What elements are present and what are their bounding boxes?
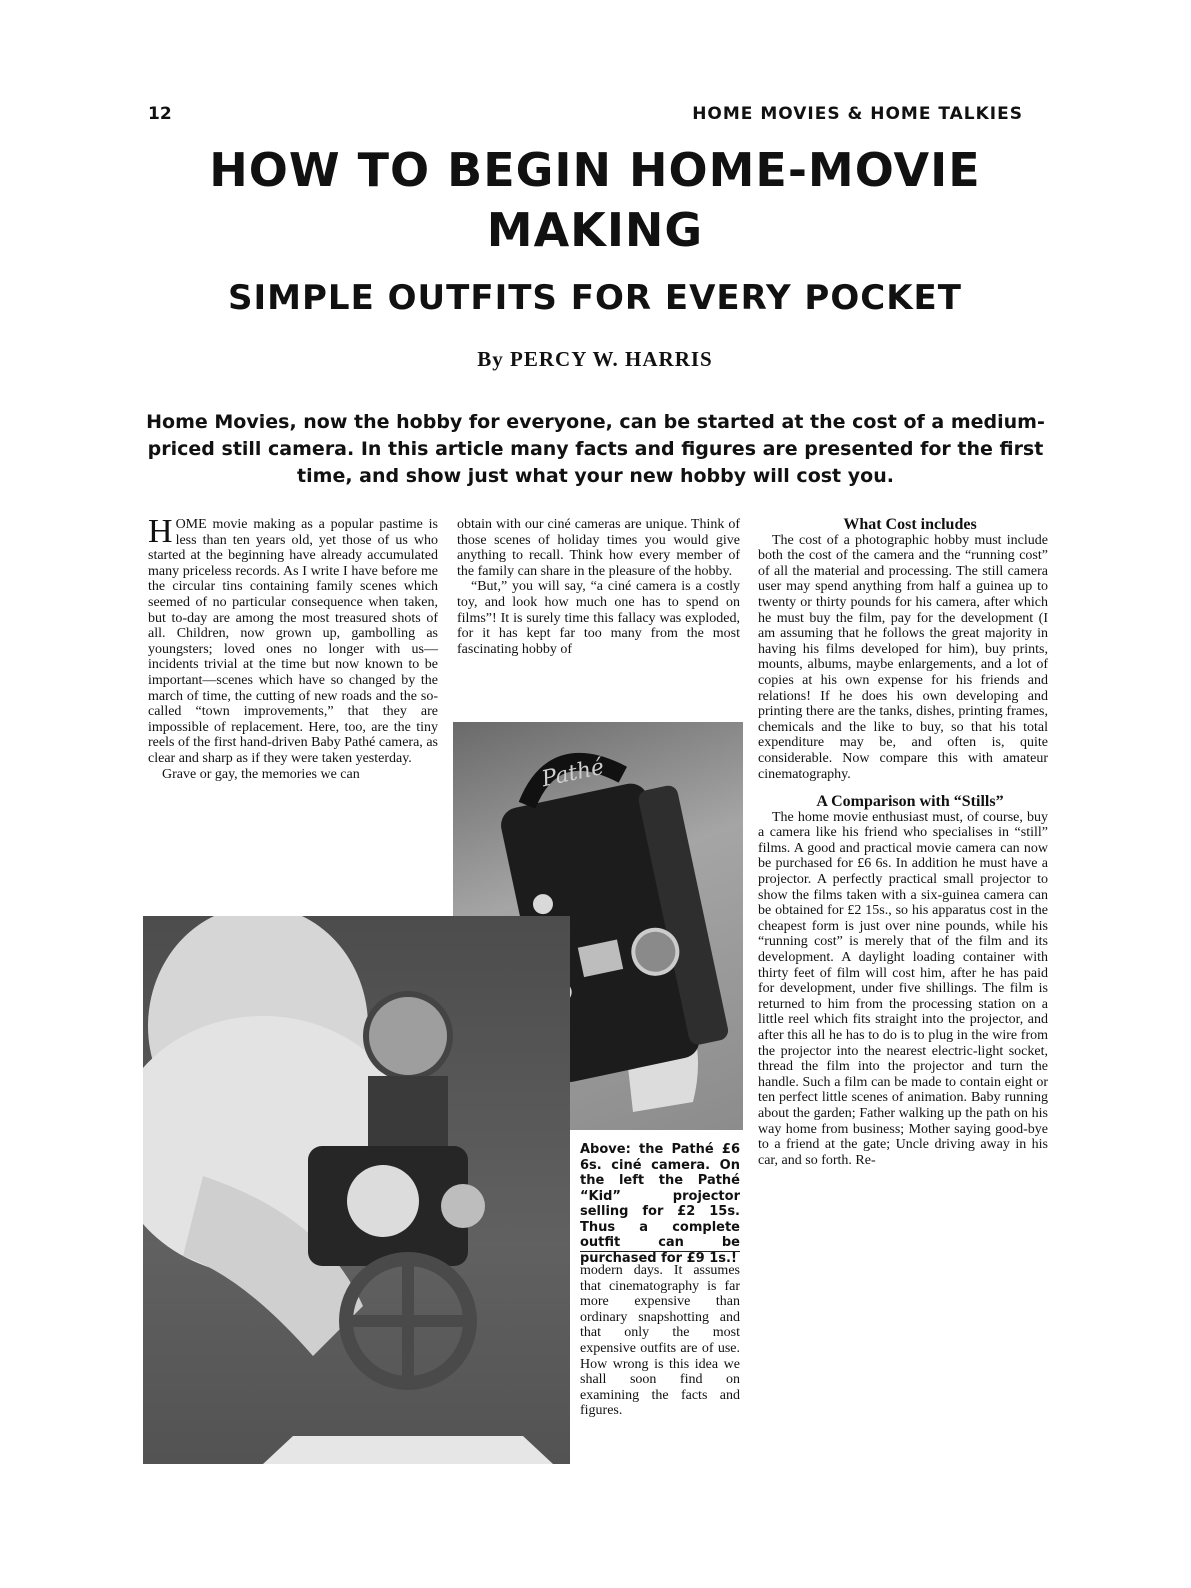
section-heading-what-cost-includes: What Cost includes xyxy=(843,516,977,533)
standfirst: Home Movies, now the hobby for everyone, can be started at the cost of a medium-priced still camera. In this article many facts and figures are presented for the first time, and show just what your new hobby will cost you. xyxy=(146,411,1045,487)
paragraph: Grave or gay, the memories we can xyxy=(162,766,360,782)
caption-rule xyxy=(580,1251,740,1252)
column-2-top xyxy=(457,517,740,657)
lamp-housing xyxy=(347,1165,419,1237)
photo-kid-projector xyxy=(143,916,570,1464)
paragraph: The cost of a photographic hobby must include both the cost of the camera and the “running cost” of all the material and processing. The still camera user may spend anything from half a guinea up to twenty or thirty pounds for his camera, after which he must buy the film, pay for the development (I am assuming that he follows the great majority in having his films developed for him), buy prints, mounts, albums, maybe enlargements, and a lot of copies at his own expense for his friends and relations! If he does his own developing and printing there are the tanks, dishes, printing frames, chemicals and the like to buy, so that his total expenditure may be, and often is, quite considerable. Now compare this with amateur cinematography. xyxy=(758,532,1048,782)
photo-caption: Above: the Pathé £6 6s. ciné camera. On the left the Pathé “Kid” projector selling for £2 15s. Thus a complete outfit can be purchased for £9 1s.! xyxy=(580,1142,740,1266)
film-reel-icon xyxy=(366,994,450,1078)
column-1 xyxy=(148,513,438,782)
projector-illustration xyxy=(143,916,570,1464)
paragraph: The home movie enthusiast must, of course, buy a camera like his friend who specialises in “still” films. A good and practical movie camera can now be purchased for £6 6s. In addition he must have a projector. A perfectly practical small projector to show the films taken with a six-guinea camera can be obtained for £2 15s., so his apparatus cost in the cheapest form is just over nine pounds, while his “running cost” is merely that of the film and its development. A daylight loading container with thirty feet of film will cost him, after he has paid for development, under five shillings. The film is returned to him from the processing station on a little reel which fits straight into the projector, and after this all he has to do is to plug in the wire from the projector into the nearest electric-light socket, thread the film into the projector and turn the handle. Such a film can be made to contain eight or ten perfect little scenes of animation. Baby running about the garden; Father walking up the path on his way home from business; Mother saying good-bye to a friend at the gate; Uncle driving away in his car, and so forth. Re- xyxy=(758,809,1048,1168)
article-title-line-2: MAKING xyxy=(486,203,704,257)
paragraph xyxy=(148,513,438,767)
paragraph: modern days. It assumes that cinematography is far more expensive than ordinary snapshotting and that only the most expensive outfits are of use. How wrong is this idea we shall soon find on examining the facts and figures. xyxy=(580,1263,740,1419)
paragraph: “But,” you will say, “a ciné camera is a costly toy, and look how much one has to spend on films”! It is surely time this fallacy was exploded, for it has kept far too many from the most fascinating hobby of xyxy=(457,579,740,657)
lens-icon xyxy=(441,1184,485,1228)
projector-base xyxy=(263,1436,553,1464)
running-head: HOME MOVIES & HOME TALKIES xyxy=(692,104,1023,124)
paragraph: obtain with our ciné cameras are unique. Think of those scenes of holiday times you would give anything to recall. Think how every member of the family can share in the pleasure of the hobby. xyxy=(457,517,740,579)
article-title-line-1: HOW TO BEGIN HOME-MOVIE xyxy=(209,143,981,197)
column-2-bottom xyxy=(580,1263,740,1419)
pathe-logo: Pathé xyxy=(539,754,607,793)
paragraph-text: OME movie making as a popular pastime is less than ten years old, yet those of us who started at the beginning have already accumulated many priceless records. As I write I have before me the circular tins containing family scenes which seemed of no particular consequence when taken, but to-day are among the most treasured shots of all. Children, now grown up, gambolling as youngsters; loved ones no longer with us—incidents trivial at the time but now known to be important—scenes which have so changed by the march of time, the cutting of new roads and the so-called “town improvements,” that they are impossible of replacement. Here, too, are the tiny reels of the first hand-driven Baby Pathé camera, as clear and sharp as if they were taken yesterday. xyxy=(148,517,438,766)
section-heading-comparison-with-stills: A Comparison with “Stills” xyxy=(816,793,1004,811)
drop-cap: H xyxy=(148,513,173,550)
page-number: 12 xyxy=(148,104,172,124)
column-3 xyxy=(758,517,1048,1168)
article-title xyxy=(140,140,1050,260)
byline: By PERCY W. HARRIS xyxy=(477,347,713,371)
article-subtitle: SIMPLE OUTFITS FOR EVERY POCKET xyxy=(228,278,962,318)
